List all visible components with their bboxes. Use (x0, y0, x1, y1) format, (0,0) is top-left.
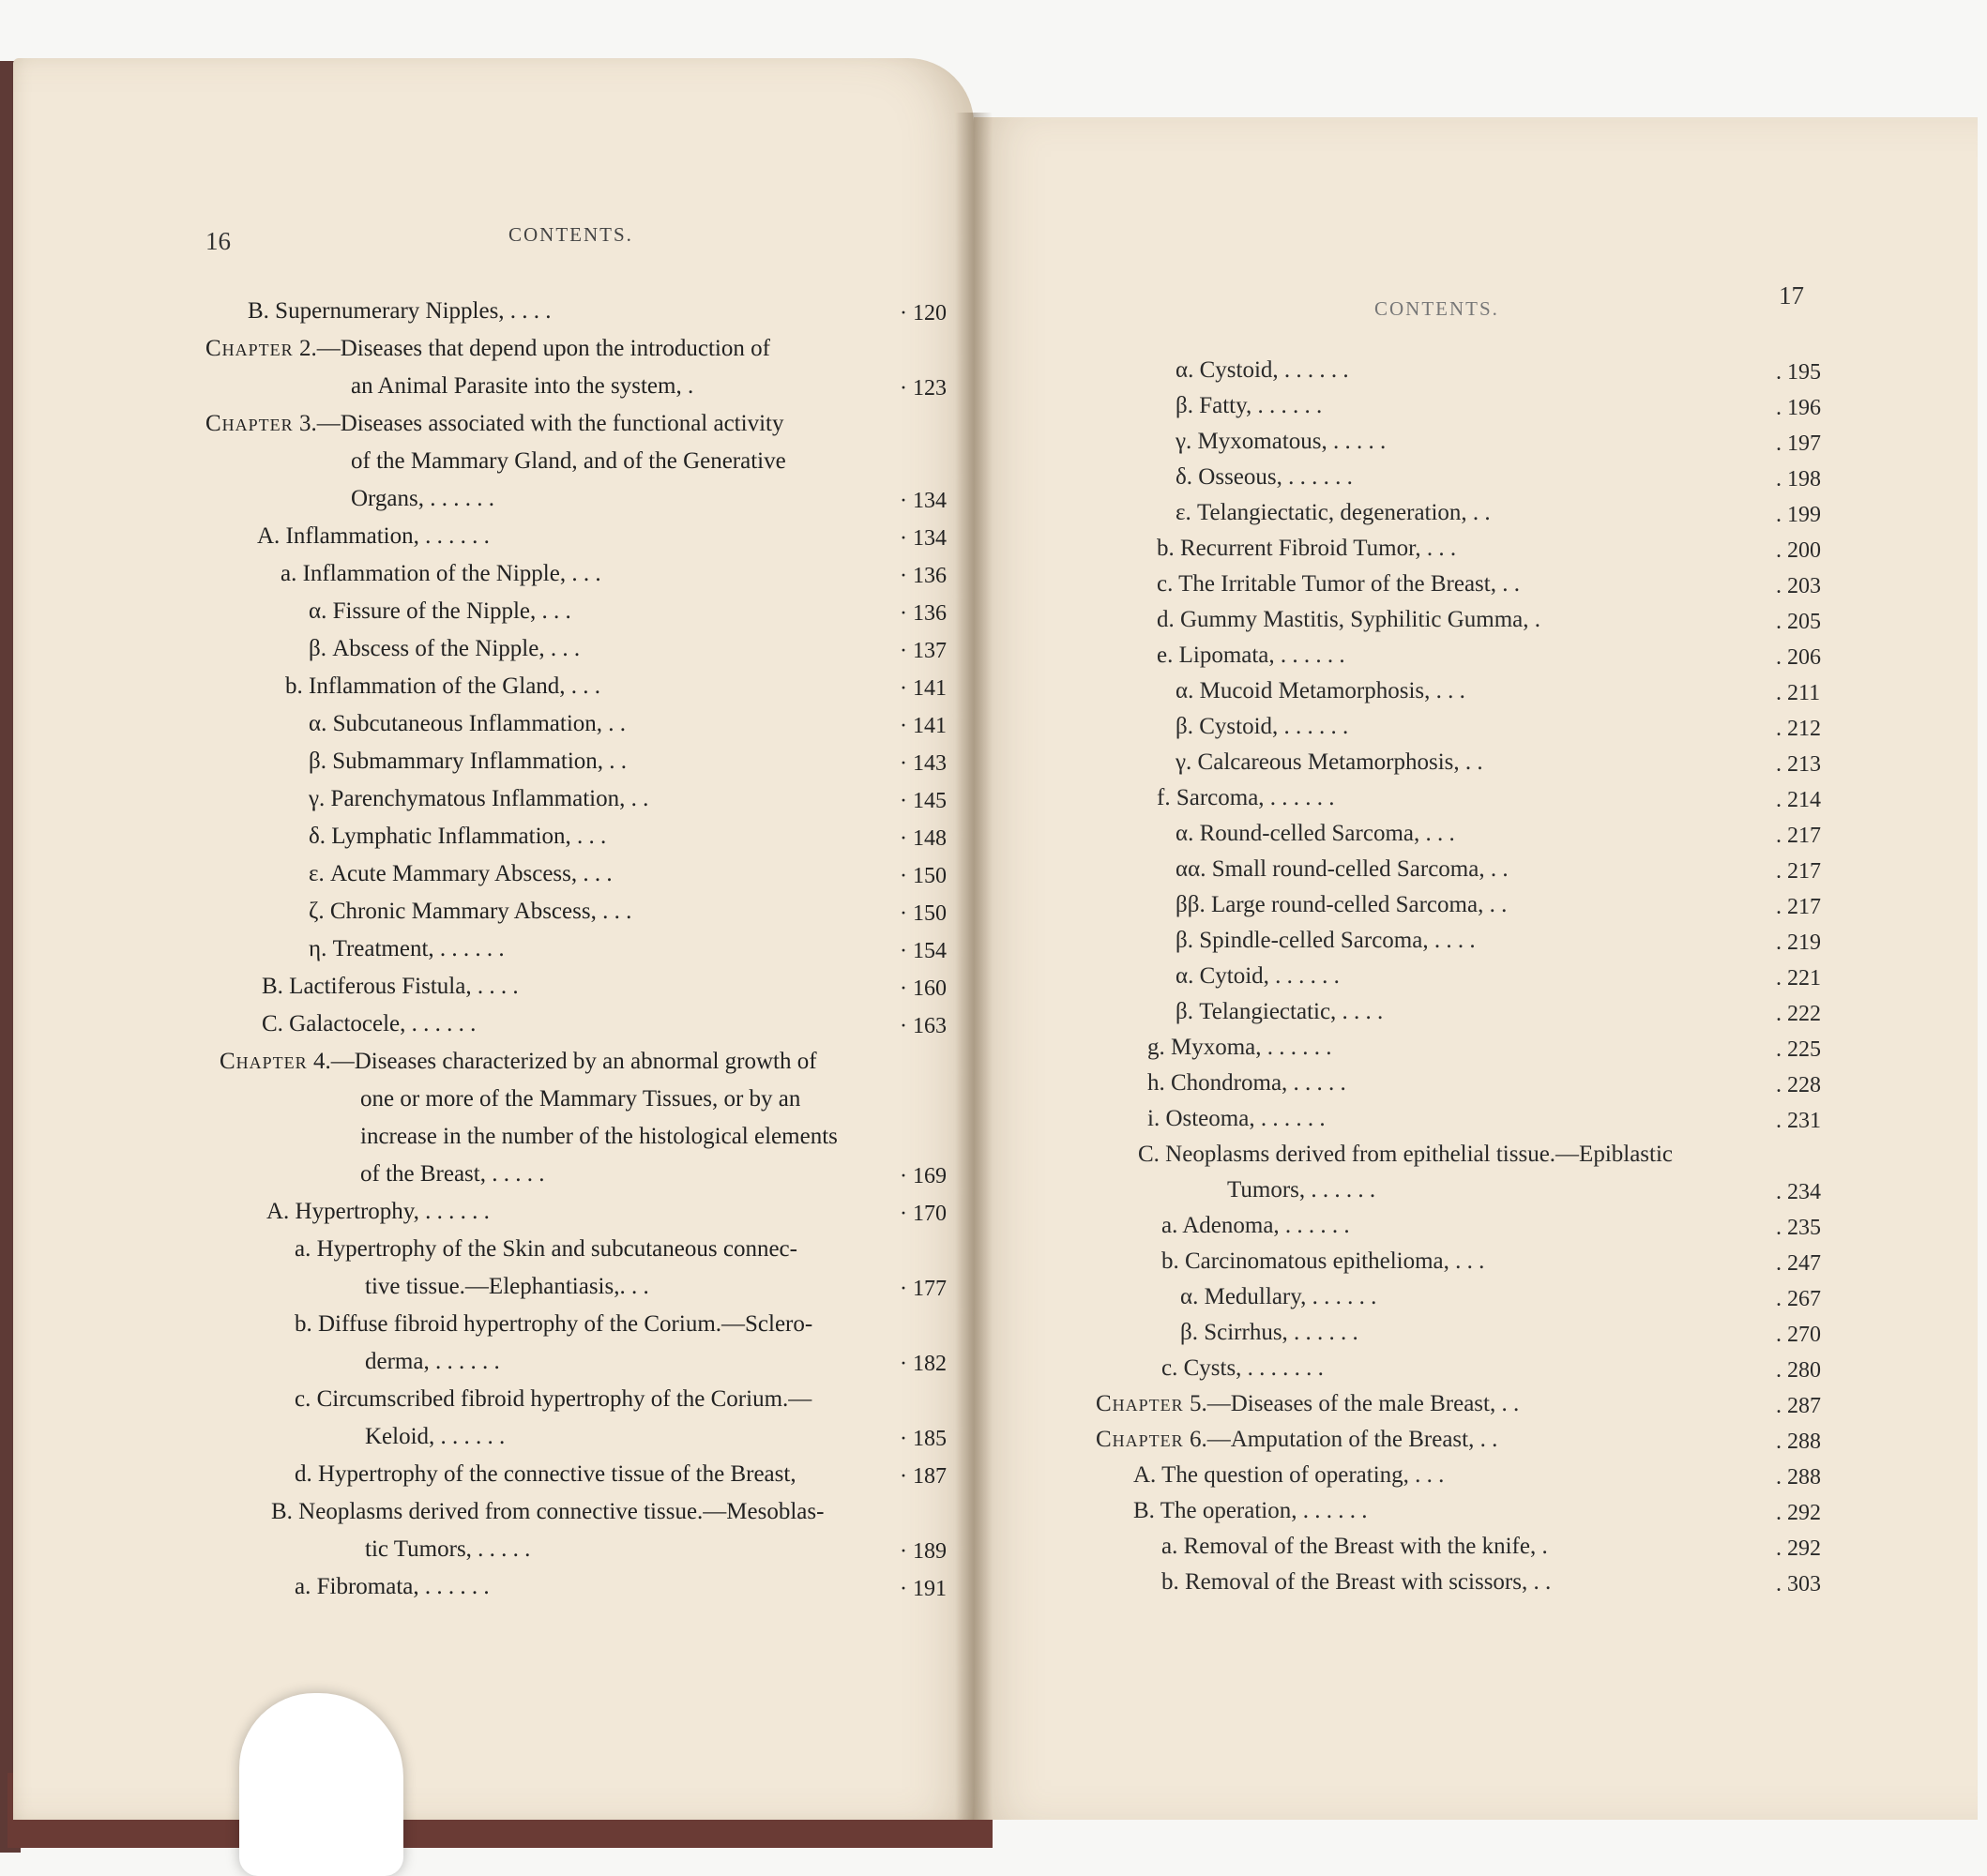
toc-page-number: . 217 (1776, 859, 1821, 884)
toc-page-number: . 270 (1776, 1323, 1821, 1347)
toc-entry-text: b. Inflammation of the Gland, . . . (285, 673, 601, 699)
toc-page-number: . 196 (1776, 396, 1821, 420)
toc-entry (295, 1310, 812, 1339)
toc-page-number: . 205 (1776, 610, 1821, 634)
toc-entry-text: B. The operation, . . . . . . (1133, 1498, 1368, 1523)
toc-page-number: . 222 (1776, 1002, 1821, 1026)
toc-entry-text: 4.—Diseases characterized by an abnormal growth of (307, 1049, 817, 1074)
toc-entry-text: A. Hypertrophy, . . . . . . (266, 1199, 490, 1224)
toc-entry (1176, 392, 1322, 420)
toc-entry-text: derma, . . . . . . (365, 1349, 500, 1374)
toc-entry (365, 1348, 500, 1376)
toc-entry (309, 785, 648, 813)
toc-entry (1176, 998, 1383, 1026)
toc-entry (1161, 1568, 1551, 1596)
toc-entry-text: δ. Lymphatic Inflammation, . . . (309, 824, 607, 849)
toc-page-number: . 234 (1776, 1180, 1821, 1204)
toc-page-number: · 191 (900, 1577, 947, 1601)
toc-entry (1161, 1533, 1548, 1561)
toc-page-number: · 182 (900, 1352, 947, 1376)
toc-page-number: · 177 (900, 1277, 947, 1301)
toc-entry-text: g. Myxoma, . . . . . . (1147, 1035, 1332, 1060)
toc-entry-text: tic Tumors, . . . . . (365, 1536, 531, 1562)
toc-entry (1133, 1497, 1368, 1525)
toc-entry-text: d. Hypertrophy of the connective tissue of the Breast, (295, 1461, 796, 1487)
toc-entry (351, 447, 786, 476)
toc-entry-text: 2.—Diseases that depend upon the introduction of (293, 336, 770, 361)
toc-entry (1161, 1354, 1324, 1383)
toc-entry-text: A. The question of operating, . . . (1133, 1462, 1445, 1488)
toc-page-number: . 211 (1776, 681, 1821, 705)
toc-entry (1176, 820, 1455, 848)
toc-page-number: · 134 (900, 526, 947, 551)
toc-page-number: · 169 (900, 1164, 947, 1188)
toc-entry-text: b. Recurrent Fibroid Tumor, . . . (1157, 536, 1457, 561)
toc-entry-text: a. Inflammation of the Nipple, . . . (281, 561, 601, 586)
toc-page-number: · 154 (900, 939, 947, 963)
toc-page-number: · 143 (900, 751, 947, 776)
toc-entry (1157, 784, 1335, 812)
toc-entry-text: Organs, . . . . . . (351, 486, 495, 511)
toc-page-number: . 231 (1776, 1109, 1821, 1133)
toc-entry-text: b. Carcinomatous epithelioma, . . . (1161, 1248, 1485, 1274)
toc-entry-text: η. Treatment, . . . . . . (309, 936, 505, 961)
toc-entry (309, 935, 505, 963)
toc-page-number: . 212 (1776, 717, 1821, 741)
toc-entry-text: 3.—Diseases associated with the functional activity (293, 411, 784, 436)
toc-page-number: . 221 (1776, 966, 1821, 991)
right-page (974, 117, 1978, 1820)
toc-entry-text: a. Fibromata, . . . . . . (295, 1574, 490, 1599)
toc-page-number: · 189 (900, 1539, 947, 1564)
toc-entry-text: a. Adenoma, . . . . . . (1161, 1213, 1350, 1238)
toc-page-number: · 137 (900, 639, 947, 663)
toc-page-number: . 197 (1776, 431, 1821, 456)
toc-entry-text: ζ. Chronic Mammary Abscess, . . . (309, 899, 632, 924)
toc-entry-text: a. Removal of the Breast with the knife, . (1161, 1534, 1548, 1559)
toc-page-number: · 141 (900, 676, 947, 701)
toc-page-number: · 134 (900, 489, 947, 513)
toc-page-number: · 170 (900, 1202, 947, 1226)
toc-page-number: . 200 (1776, 538, 1821, 563)
toc-entry-text: b. Diffuse fibroid hypertrophy of the Corium.—Sclero- (295, 1311, 813, 1337)
toc-entry (1096, 1390, 1519, 1418)
toc-entry (309, 860, 613, 888)
toc-entry (262, 973, 519, 1001)
toc-page-number: · 163 (900, 1014, 947, 1038)
toc-entry (365, 1536, 530, 1564)
toc-page-number: . 288 (1776, 1430, 1821, 1454)
gloved-thumb (239, 1693, 403, 1876)
toc-entry (365, 1423, 505, 1451)
toc-entry (220, 1048, 817, 1076)
toc-entry-text: B. Supernumerary Nipples, . . . . (248, 298, 552, 324)
toc-page-number: · 150 (900, 864, 947, 888)
toc-entry (360, 1123, 838, 1151)
chapter-label: Chapter (1096, 1391, 1184, 1416)
running-head: CONTENTS. (508, 223, 633, 246)
toc-entry-text: β. Scirrhus, . . . . . . (1180, 1320, 1358, 1345)
toc-page-number: . 203 (1776, 574, 1821, 598)
toc-entry-text: C. Neoplasms derived from epithelial tissue.—Epiblastic (1138, 1142, 1674, 1167)
chapter-label: Chapter (1096, 1427, 1184, 1452)
toc-page-number: · 150 (900, 901, 947, 926)
book-gutter (955, 113, 993, 1820)
toc-entry-text: Tumors, . . . . . . (1227, 1177, 1376, 1203)
toc-page-number: . 292 (1776, 1536, 1821, 1561)
toc-entry (365, 1273, 649, 1301)
toc-entry-text: tive tissue.—Elephantiasis,. . . (365, 1274, 649, 1299)
toc-page-number: . 217 (1776, 824, 1821, 848)
toc-entry (295, 1573, 490, 1601)
toc-entry (1180, 1283, 1376, 1311)
toc-entry-text: b. Removal of the Breast with scissors, . . (1161, 1569, 1552, 1595)
chapter-label: Chapter (205, 336, 294, 361)
page-number: 16 (205, 227, 231, 255)
toc-entry-text: e. Lipomata, . . . . . . (1157, 643, 1345, 668)
toc-entry (1157, 642, 1345, 670)
toc-entry-text: α. Cytoid, . . . . . . (1176, 963, 1340, 989)
toc-entry (309, 635, 580, 663)
toc-page-number: . 228 (1776, 1073, 1821, 1097)
chapter-label: Chapter (205, 411, 294, 436)
toc-page-number: . 280 (1776, 1358, 1821, 1383)
toc-entry-text: c. The Irritable Tumor of the Breast, . . (1157, 571, 1520, 597)
left-page (13, 58, 974, 1820)
toc-entry (309, 710, 626, 738)
toc-page-number: · 160 (900, 976, 947, 1001)
toc-page-number: . 303 (1776, 1572, 1821, 1596)
toc-entry (1138, 1141, 1673, 1169)
toc-entry-text: α. Fissure of the Nipple, . . . (309, 598, 571, 624)
toc-entry-text: α. Mucoid Metamorphosis, . . . (1176, 678, 1465, 704)
toc-entry-text: A. Inflammation, . . . . . . (257, 523, 490, 549)
toc-entry (295, 1235, 797, 1263)
toc-entry-text: β. Abscess of the Nipple, . . . (309, 636, 581, 661)
toc-page-number: . 217 (1776, 895, 1821, 919)
toc-page-number: . 288 (1776, 1465, 1821, 1490)
toc-page-number: . 235 (1776, 1216, 1821, 1240)
toc-entry-text: f. Sarcoma, . . . . . . (1157, 785, 1335, 810)
toc-entry-text: γ. Myxomatous, . . . . . (1176, 429, 1387, 454)
toc-entry (281, 560, 601, 588)
toc-page-number: . 287 (1776, 1394, 1821, 1418)
toc-entry (1176, 713, 1348, 741)
toc-entry (1176, 855, 1509, 884)
toc-entry (1176, 891, 1507, 919)
toc-page-number: · 185 (900, 1427, 947, 1451)
toc-entry-text: i. Osteoma, . . . . . . (1147, 1106, 1326, 1131)
toc-entry (360, 1160, 544, 1188)
toc-page-number: · 120 (900, 301, 947, 325)
toc-entry (1176, 677, 1465, 705)
toc-entry (1176, 499, 1491, 527)
toc-entry (295, 1460, 796, 1489)
toc-entry (205, 335, 770, 363)
toc-entry (1176, 428, 1386, 456)
toc-page-number: · 148 (900, 826, 947, 851)
toc-entry (285, 673, 600, 701)
toc-entry-text: α. Medullary, . . . . . . (1180, 1284, 1377, 1309)
toc-entry (351, 372, 693, 401)
toc-entry (1157, 570, 1520, 598)
toc-entry (1096, 1426, 1497, 1454)
toc-entry-text: α. Cystoid, . . . . . . (1176, 357, 1349, 383)
toc-entry (1176, 463, 1353, 492)
toc-page-number: . 267 (1776, 1287, 1821, 1311)
toc-entry (1133, 1461, 1444, 1490)
toc-entry (257, 522, 490, 551)
toc-entry (309, 823, 606, 851)
toc-entry-text: of the Mammary Gland, and of the Generative (351, 448, 786, 474)
toc-entry-text: β. Telangiectatic, . . . . (1176, 999, 1384, 1024)
toc-page-number: . 247 (1776, 1251, 1821, 1276)
chapter-label: Chapter (220, 1049, 308, 1074)
toc-entry-text: 5.—Diseases of the male Breast, . . (1183, 1391, 1520, 1416)
toc-page-number: · 145 (900, 789, 947, 813)
page-number: 17 (1779, 281, 1804, 310)
toc-entry-text: β. Spindle-celled Sarcoma, . . . . (1176, 928, 1476, 953)
toc-entry (1147, 1034, 1332, 1062)
toc-entry (1176, 356, 1349, 385)
toc-entry-text: αα. Small round-celled Sarcoma, . . (1176, 856, 1509, 882)
toc-page-number: . 225 (1776, 1037, 1821, 1062)
toc-entry-text: β. Fatty, . . . . . . (1176, 393, 1323, 418)
toc-entry-text: 6.—Amputation of the Breast, . . (1183, 1427, 1498, 1452)
toc-entry (309, 898, 631, 926)
toc-page-number: . 198 (1776, 467, 1821, 492)
toc-entry-text: c. Cysts, . . . . . . . (1161, 1355, 1324, 1381)
toc-entry-text: ε. Acute Mammary Abscess, . . . (309, 861, 613, 886)
toc-entry (1157, 606, 1540, 634)
toc-entry-text: γ. Calcareous Metamorphosis, . . (1176, 749, 1483, 775)
toc-entry-text: B. Lactiferous Fistula, . . . . (262, 974, 519, 999)
toc-entry-text: one or more of the Mammary Tissues, or by an (360, 1086, 801, 1112)
toc-entry (266, 1198, 490, 1226)
toc-entry-text: β. Submammary Inflammation, . . (309, 749, 628, 774)
toc-page-number: . 206 (1776, 645, 1821, 670)
toc-page-number: · 136 (900, 601, 947, 626)
toc-page-number: · 187 (900, 1464, 947, 1489)
toc-page-number: . 214 (1776, 788, 1821, 812)
toc-entry (360, 1085, 800, 1113)
toc-entry (1176, 749, 1483, 777)
toc-entry (1147, 1105, 1326, 1133)
toc-entry (1147, 1069, 1346, 1097)
toc-entry-text: C. Galactocele, . . . . . . (262, 1011, 477, 1036)
toc-page-number: · 123 (900, 376, 947, 401)
toc-page-number: · 136 (900, 564, 947, 588)
toc-entry (309, 598, 571, 626)
toc-entry (205, 410, 783, 438)
toc-entry-text: α. Round-celled Sarcoma, . . . (1176, 821, 1455, 846)
toc-entry (1176, 962, 1340, 991)
toc-page-number: . 195 (1776, 360, 1821, 385)
toc-page-number: . 292 (1776, 1501, 1821, 1525)
toc-entry (1176, 927, 1476, 955)
toc-entry (351, 485, 494, 513)
toc-entry (1161, 1248, 1484, 1276)
toc-entry (295, 1385, 811, 1414)
toc-entry-text: β. Cystoid, . . . . . . (1176, 714, 1349, 739)
toc-entry-text: a. Hypertrophy of the Skin and subcutaneous connec- (295, 1236, 797, 1262)
toc-entry-text: of the Breast, . . . . . (360, 1161, 545, 1187)
running-head: CONTENTS. (1374, 297, 1499, 320)
toc-entry-text: γ. Parenchymatous Inflammation, . . (309, 786, 649, 811)
toc-page-number: · 141 (900, 714, 947, 738)
toc-entry (271, 1498, 824, 1526)
toc-entry (1157, 535, 1456, 563)
toc-entry-text: c. Circumscribed fibroid hypertrophy of the Corium.— (295, 1386, 812, 1412)
toc-entry (1227, 1176, 1375, 1204)
toc-entry (309, 748, 627, 776)
toc-entry-text: d. Gummy Mastitis, Syphilitic Gumma, . (1157, 607, 1541, 632)
toc-entry-text: an Animal Parasite into the system, . (351, 373, 694, 399)
toc-entry (262, 1010, 476, 1038)
toc-entry (1180, 1319, 1358, 1347)
toc-entry-text: increase in the number of the histological elements (360, 1124, 838, 1149)
toc-entry-text: ββ. Large round-celled Sarcoma, . . (1176, 892, 1508, 917)
toc-entry (248, 297, 552, 325)
toc-entry-text: Keloid, . . . . . . (365, 1424, 506, 1449)
toc-entry-text: δ. Osseous, . . . . . . (1176, 464, 1353, 490)
toc-page-number: . 213 (1776, 752, 1821, 777)
toc-entry-text: B. Neoplasms derived from connective tissue.—Mesoblas- (271, 1499, 825, 1524)
toc-entry-text: ε. Telangiectatic, degeneration, . . (1176, 500, 1491, 525)
toc-page-number: . 219 (1776, 930, 1821, 955)
toc-entry-text: h. Chondroma, . . . . . (1147, 1070, 1346, 1096)
toc-entry-text: α. Subcutaneous Inflammation, . . (309, 711, 627, 736)
toc-entry (1161, 1212, 1350, 1240)
toc-page-number: . 199 (1776, 503, 1821, 527)
